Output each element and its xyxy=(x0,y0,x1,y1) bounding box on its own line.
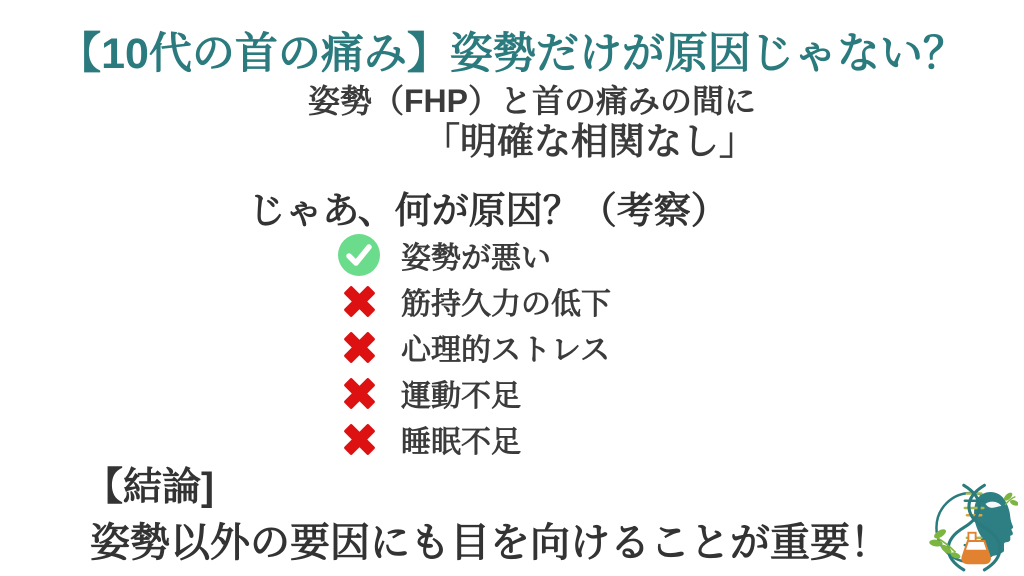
subtitle xyxy=(308,84,756,163)
factor-list xyxy=(337,233,611,461)
subtitle-line-2: 「明確な相関なし」 xyxy=(423,121,756,163)
list-item: 姿勢が悪い xyxy=(337,233,611,277)
check-circle-icon xyxy=(337,233,381,277)
dna-head-flask-logo xyxy=(924,476,1018,574)
list-item: 筋持久力の低下 xyxy=(337,279,611,323)
cross-icon xyxy=(337,417,381,461)
list-item: 睡眠不足 xyxy=(337,417,611,461)
cross-icon xyxy=(337,371,381,415)
leaf-icon-top-right xyxy=(1003,491,1018,507)
list-item: 運動不足 xyxy=(337,371,611,415)
section-heading: じゃあ、何が原因？（考察） xyxy=(248,190,728,231)
conclusion-label: 【結論] xyxy=(84,466,214,509)
subtitle-line-1: 姿勢（FHP）と首の痛みの間に xyxy=(307,83,756,119)
list-item: 心理的ストレス xyxy=(337,325,611,369)
conclusion-text: 姿勢以外の要因にも目を向けることが重要！ xyxy=(90,521,890,565)
page-title: 【10代の首の痛み】姿勢だけが原因じゃない？ xyxy=(58,30,966,78)
cross-icon xyxy=(337,279,381,323)
cross-icon xyxy=(337,325,381,369)
